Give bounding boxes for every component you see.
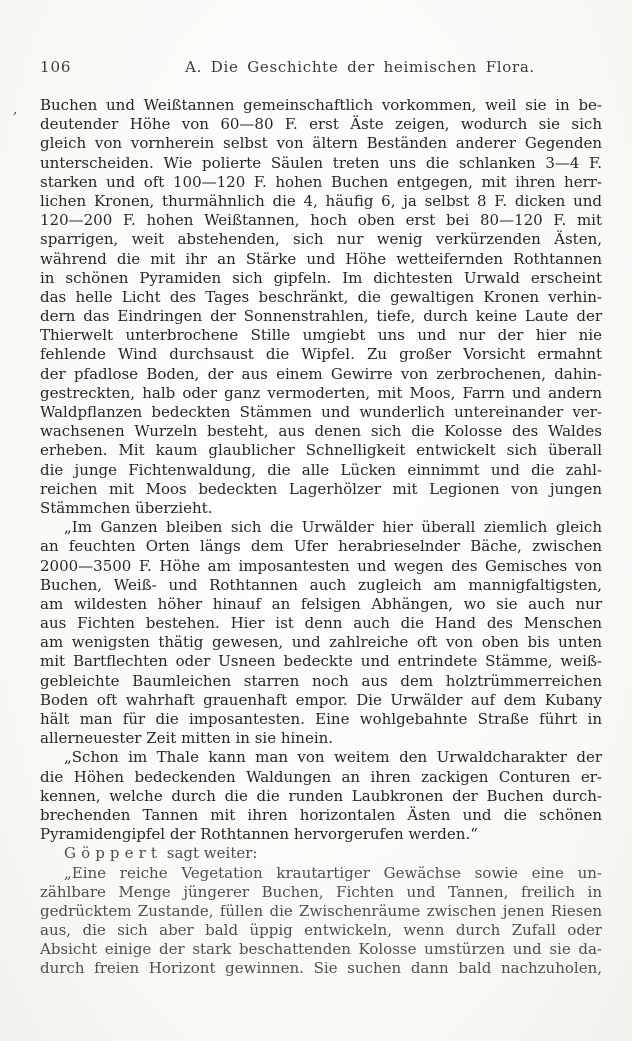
text-line: reichen mit Moos bedeckten Lagerhölzer mit Legionen von jungen <box>40 479 602 498</box>
text-line: „Eine reiche Vegetation krautartiger Gewächse sowie eine un- <box>64 863 602 882</box>
text-line: die Höhen bedeckenden Waldungen an ihren zackigen Conturen er- <box>40 767 602 786</box>
text-line: gedrücktem Zustande, füllen die Zwischenräume zwischen jenen Riesen <box>40 901 602 920</box>
text-line: zählbare Menge jüngerer Buchen, Fichten und Tannen, freilich in <box>40 882 602 901</box>
text-line: allerneuester Zeit mitten in sie hinein. <box>40 729 334 748</box>
text-line: unterscheiden. Wie polierte Säulen treten uns die schlanken 3—4 F. <box>40 153 602 172</box>
text-line: „Schon im Thale kann man von weitem den Urwaldcharakter der <box>64 748 602 767</box>
text-line: durch freien Horizont gewinnen. Sie suchen dann bald nachzuholen, <box>40 959 602 978</box>
text-line: lichen Kronen, thurmähnlich die 4, häufig 6, ja selbst 8 F. dicken und <box>40 191 602 210</box>
text-line: „Im Ganzen bleiben sich die Urwälder hier überall ziemlich gleich <box>64 518 602 537</box>
text-line: Absicht einige der stark beschattenden Kolosse umstürzen und sie da- <box>40 940 602 959</box>
text-line: sparrigen, weit abstehenden, sich nur wenig verkürzenden Ästen, <box>40 230 602 249</box>
text-line: wachsenen Wurzeln besteht, aus denen sich die Kolosse des Waldes <box>40 422 602 441</box>
text-line: brechenden Tannen mit ihren horizontalen Ästen und die schönen <box>40 805 602 824</box>
text-line: aus Fichten bestehen. Hier ist denn auch die Hand des Menschen <box>40 614 602 633</box>
text-line: am wildesten höher hinauf an felsigen Abhängen, wo sie auch nur <box>40 594 602 613</box>
text-line: der pfadlose Boden, der aus einem Gewirre von zerbrochenen, dahin- <box>40 364 602 383</box>
text-line: Boden oft wahrhaft grauenhaft empor. Die Urwälder auf dem Kubany <box>40 690 602 709</box>
text-line: fehlende Wind durchsaust die Wipfel. Zu großer Vorsicht ermahnt <box>40 345 602 364</box>
text-line: aus, die sich aber bald üppig entwickeln, wenn durch Zufall oder <box>40 921 602 940</box>
text-line: in schönen Pyramiden sich gipfeln. Im dichtesten Urwald erscheint <box>40 268 602 287</box>
running-title: A. Die Geschichte der heimischen Flora. <box>185 58 535 76</box>
text-line: hält man für die imposantesten. Eine wohlgebahnte Straße führt in <box>40 710 602 728</box>
text-line: die junge Fichtenwaldung, die alle Lücken einnimmt und die zahl- <box>40 460 602 479</box>
text-line <box>40 844 602 863</box>
page-header <box>40 58 602 78</box>
letterspaced-name: Göppert <box>64 844 162 863</box>
text-line: 2000—3500 F. Höhe am imposantesten und wegen des Gemisches von <box>40 556 602 575</box>
text-line: Stämmchen überzieht. <box>40 498 213 517</box>
text-line: mit Bartflechten oder Usneen bedeckte und entrindete Stämme, weiß- <box>40 652 602 671</box>
text-segment: sagt weiter: <box>162 844 258 863</box>
text-line: erheben. Mit kaum glaublicher Schnelligkeit entwickelt sich überall <box>40 441 602 460</box>
text-line: Thierwelt unterbrochene Stille umgiebt uns und nur der hier nie <box>40 326 602 345</box>
text-line: gleich von vornherein selbst von ältern Beständen anderer Gegenden <box>40 134 602 153</box>
text-line: Pyramidengipfel der Rothtannen hervorgerufen werden.“ <box>40 825 478 844</box>
text-body <box>40 96 602 979</box>
text-line: starken und oft 100—120 F. hohen Buchen entgegen, mit ihren herr- <box>40 172 602 191</box>
text-line: Waldpflanzen bedeckten Stämmen und wunderlich untereinander ver- <box>40 403 602 421</box>
text-line: Buchen und Weißtannen gemeinschaftlich vorkommen, weil sie in be- <box>40 96 602 114</box>
text-line: Buchen, Weiß- und Rothtannen auch zugleich am mannigfaltigsten, <box>40 575 602 594</box>
text-line: während die mit ihr an Stärke und Höhe wetteifernden Rothtannen <box>40 249 602 268</box>
text-line: kennen, welche durch die die runden Laubkronen der Buchen durch- <box>40 786 602 805</box>
text-line: an feuchten Orten längs dem Ufer herabrieselnder Bäche, zwischen <box>40 537 602 556</box>
text-line: 120—200 F. hohen Weißtannen, hoch oben erst bei 80—120 F. mit <box>40 211 602 230</box>
text-line: das helle Licht des Tages beschränkt, die gewaltigen Kronen verhin- <box>40 287 602 306</box>
text-line: gestreckten, halb oder ganz vermoderten, mit Moos, Farrn und andern <box>40 383 602 402</box>
text-line: am wenigsten thätig gewesen, und zahlreiche oft von oben bis unten <box>40 633 602 652</box>
margin-ink-speck: ’ <box>10 109 18 127</box>
page-number: 106 <box>40 58 72 76</box>
text-line: dern das Eindringen der Sonnenstrahlen, tiefe, durch keine Laute der <box>40 307 602 326</box>
text-line: deutender Höhe von 60—80 F. erst Äste zeigen, wodurch sie sich <box>40 115 602 134</box>
text-line: gebleichte Baumleichen starren noch aus dem holztrümmerreichen <box>40 671 602 690</box>
